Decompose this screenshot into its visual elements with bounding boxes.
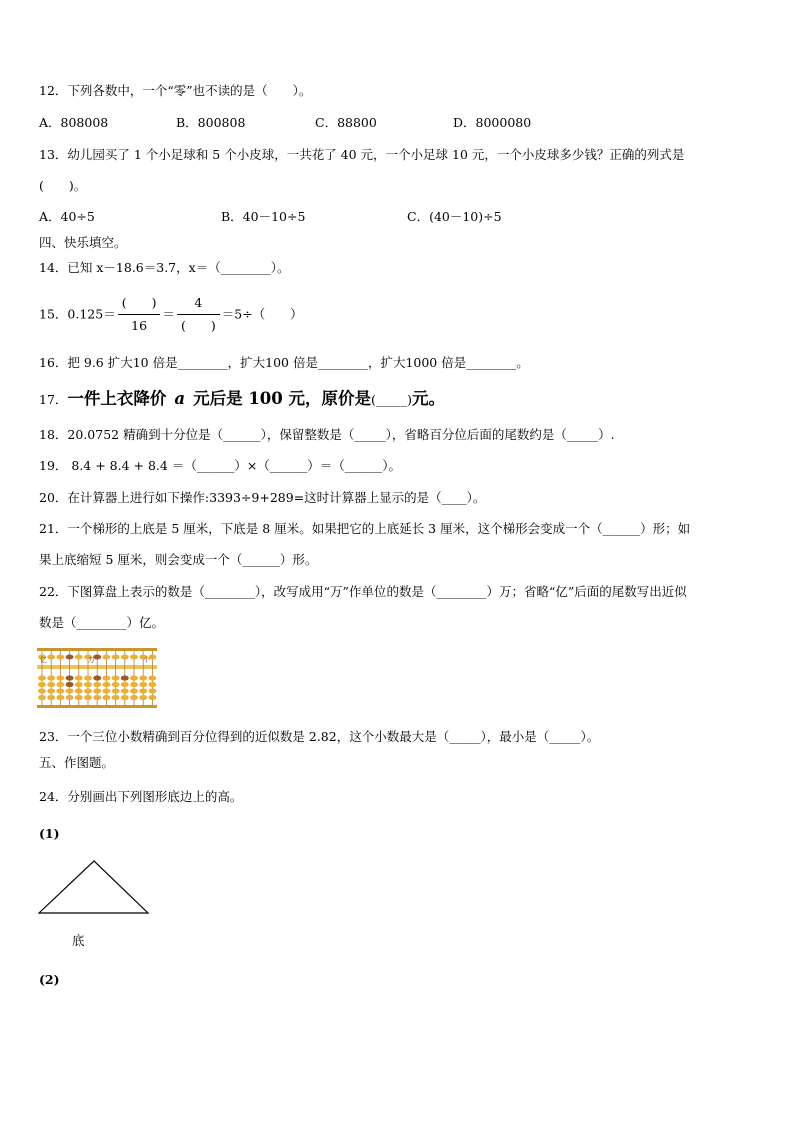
abacus-bead — [93, 695, 101, 700]
abacus-bead — [56, 655, 64, 660]
q12-option-d: D．8000080 — [453, 115, 532, 130]
abacus-label-wan: 万 — [88, 656, 95, 664]
q17-number: 17． — [39, 392, 68, 407]
q13-text: 13．幼儿园买了 1 个小足球和 5 个小皮球，一共花了 40 元，一个小足球 10 元，一个小皮球多少钱？正确的列式是 — [39, 147, 685, 162]
abacus-bead — [148, 688, 156, 693]
q17-text-b: 元后是 100 元，原价是 — [193, 389, 372, 408]
abacus-bead — [75, 688, 83, 693]
abacus-bead — [56, 682, 64, 687]
abacus-bead — [66, 655, 74, 660]
abacus-bead — [139, 675, 147, 680]
abacus-bead — [121, 682, 129, 687]
q21-line-2: 果上底缩短 5 厘米，则会变成一个（______）形。 — [39, 552, 318, 567]
q12-options — [39, 115, 739, 131]
abacus-bead — [148, 675, 156, 680]
abacus-bead — [75, 655, 83, 660]
abacus-bead — [112, 675, 120, 680]
abacus-bead — [148, 682, 156, 687]
q21-line-1: 21．一个梯形的上底是 5 厘米，下底是 8 厘米。如果把它的上底延长 3 厘米，这个梯形会变成一个（______）形；如 — [39, 521, 691, 536]
q13-options — [39, 209, 739, 225]
abacus-bead — [121, 655, 129, 660]
abacus-bead — [84, 675, 92, 680]
q15-prefix: 15．0.125＝ — [39, 306, 116, 322]
abacus-bead — [38, 682, 46, 687]
abacus-bead — [121, 675, 129, 680]
abacus-bead — [66, 682, 74, 687]
abacus-bead — [121, 688, 129, 693]
abacus-bead — [139, 682, 147, 687]
abacus-bead — [93, 675, 101, 680]
abacus-bead — [93, 682, 101, 687]
abacus-bead — [47, 655, 55, 660]
abacus-bead — [130, 695, 138, 700]
abacus-bead — [148, 695, 156, 700]
abacus-bead — [66, 675, 74, 680]
q13-option-c: C．(40－10)÷5 — [407, 209, 502, 224]
abacus-bead — [66, 695, 74, 700]
abacus-bead — [130, 682, 138, 687]
abacus-bead — [38, 688, 46, 693]
q15-frac2-denominator: ( ) — [177, 314, 220, 337]
abacus-top-bar — [37, 648, 157, 651]
abacus-bead — [75, 682, 83, 687]
abacus-bead — [93, 688, 101, 693]
abacus-bead — [38, 675, 46, 680]
q12-option-b: B．800808 — [176, 115, 246, 130]
abacus-bead — [102, 695, 110, 700]
q17-text-a: 一件上衣降价 — [67, 389, 167, 408]
q17-blank: (_____) — [371, 392, 413, 407]
abacus-bead — [112, 655, 120, 660]
figure-1-label: (1) — [39, 826, 60, 841]
abacus-bead — [139, 688, 147, 693]
abacus-bead — [75, 675, 83, 680]
abacus-bead — [102, 688, 110, 693]
abacus-figure — [37, 648, 157, 708]
q15-suffix: ＝5÷（ ） — [221, 306, 303, 322]
abacus-bead — [112, 682, 120, 687]
abacus-bead — [102, 682, 110, 687]
q12-text: 12．下列各数中，一个“零”也不读的是（ ）。 — [39, 83, 312, 98]
q19-text: 19． 8.4 + 8.4 + 8.4 ＝（______）×（______）＝（______）。 — [39, 458, 402, 473]
abacus-bead — [84, 688, 92, 693]
q15-frac2-numerator: 4 — [194, 295, 203, 310]
triangle-shape — [39, 861, 148, 913]
abacus-bead — [75, 695, 83, 700]
section-4-heading: 四、快乐填空。 — [39, 235, 127, 250]
abacus-bead — [56, 695, 64, 700]
q23-text: 23．一个三位小数精确到百分位得到的近似数是 2.82，这个小数最大是（_____），最小是（_____）。 — [39, 729, 600, 744]
q24-text: 24．分别画出下列图形底边上的高。 — [39, 789, 243, 804]
triangle-base-label: 底 — [72, 933, 85, 948]
abacus-bead — [102, 675, 110, 680]
abacus-label-ge: 个 — [143, 656, 150, 664]
q22-line-2: 数是（________）亿。 — [39, 615, 165, 630]
q15-frac1-numerator: ( ) — [121, 295, 157, 310]
q15-line — [39, 292, 303, 337]
figure-2-label: (2) — [39, 972, 60, 987]
q14-text: 14．已知 x－18.6＝3.7，x＝（________）。 — [39, 260, 290, 275]
triangle-figure-1 — [37, 858, 151, 916]
abacus-bottom-bar — [37, 705, 157, 708]
q15-equals: ＝ — [162, 306, 175, 322]
abacus-bead — [121, 695, 129, 700]
abacus-bead — [130, 655, 138, 660]
q15-fraction-1 — [118, 292, 161, 337]
abacus-bead — [66, 688, 74, 693]
abacus-bead — [56, 688, 64, 693]
abacus-bead — [47, 675, 55, 680]
q13-option-a: A．40÷5 — [39, 209, 95, 224]
abacus-bead — [47, 688, 55, 693]
abacus-bead — [47, 695, 55, 700]
q13-option-b: B．40－10÷5 — [221, 209, 306, 224]
q15-fraction-2 — [177, 292, 220, 337]
abacus-bead — [139, 695, 147, 700]
abacus-rods — [38, 651, 156, 705]
q17-line — [39, 389, 445, 410]
section-5-heading: 五、作图题。 — [39, 755, 115, 770]
q20-text: 20．在计算器上进行如下操作:3393÷9+289=这时计算器上显示的是（____）。 — [39, 490, 486, 505]
q17-text-c: 元。 — [412, 389, 446, 408]
abacus-bead — [112, 695, 120, 700]
abacus-bead — [130, 688, 138, 693]
q12-option-a: A．808008 — [39, 115, 109, 130]
abacus-bead — [130, 675, 138, 680]
abacus-bead — [112, 688, 120, 693]
q16-text: 16．把 9.6 扩大10 倍是________，扩大100 倍是________，扩大1000 倍是________。 — [39, 355, 529, 370]
abacus-bead — [56, 675, 64, 680]
q13-blank: ( )。 — [39, 178, 87, 193]
q12-option-c: C．88800 — [315, 115, 377, 130]
q22-line-1: 22．下图算盘上表示的数是（________），改写成用“万”作单位的数是（________）万；省略“亿”后面的尾数写出近似 — [39, 584, 687, 599]
abacus-bead — [38, 695, 46, 700]
abacus-bead — [102, 655, 110, 660]
q18-text: 18．20.0752 精确到十分位是（______），保留整数是（_____），省略百分位后面的尾数约是（_____）. — [39, 427, 615, 442]
abacus-bead — [84, 682, 92, 687]
abacus-label-yi: 亿 — [40, 656, 47, 664]
q15-frac1-denominator: 16 — [118, 314, 161, 337]
q17-variable: a — [174, 389, 186, 408]
abacus-bead — [47, 682, 55, 687]
abacus-bead — [84, 695, 92, 700]
